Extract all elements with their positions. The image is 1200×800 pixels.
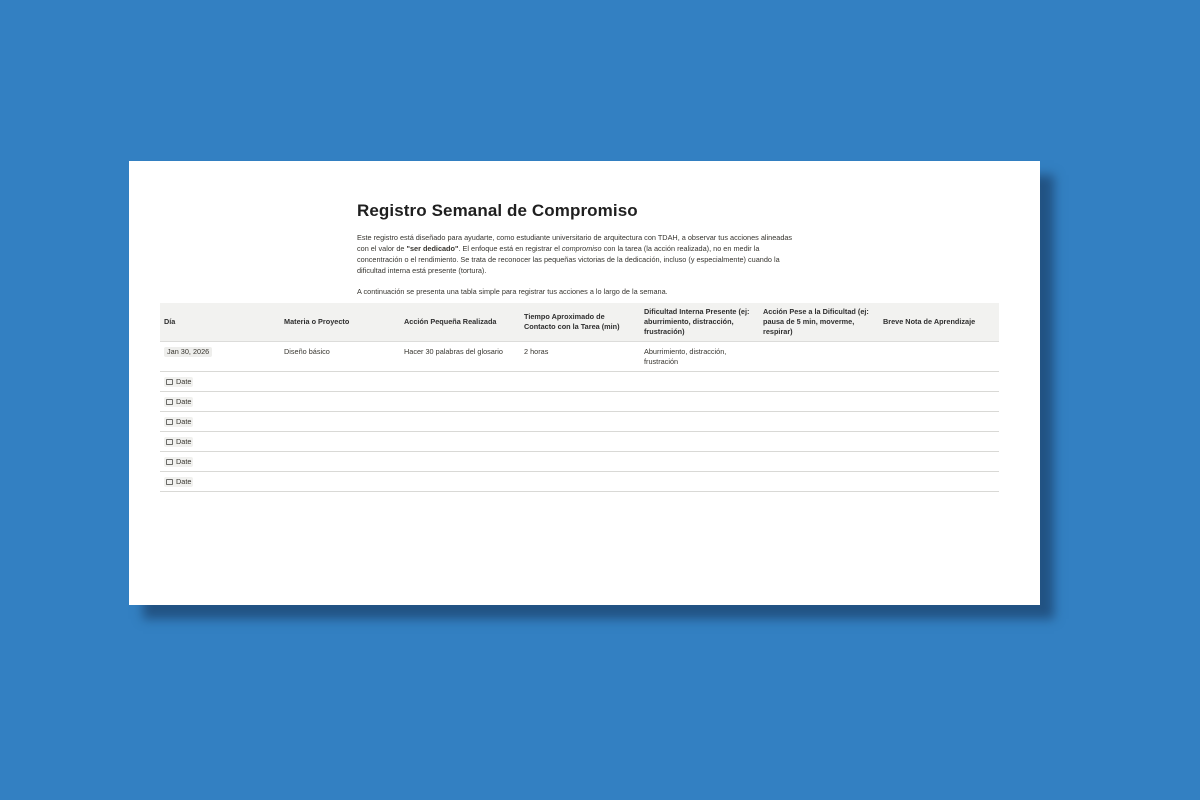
calendar-icon [166, 439, 173, 445]
date-placeholder-label: Date [176, 377, 192, 386]
cell-difficulty[interactable]: Aburrimiento, distracción, frustración [644, 347, 727, 366]
cell-difficulty[interactable] [640, 432, 759, 451]
cell-note[interactable] [879, 342, 999, 371]
cell-response[interactable] [759, 412, 879, 431]
intro-text-2: . El enfoque está en registrar el [458, 244, 562, 253]
cell-note[interactable] [879, 392, 999, 411]
intro-bold-value: "ser dedicado" [406, 244, 459, 253]
cell-note[interactable] [879, 372, 999, 391]
cell-response[interactable] [759, 342, 879, 371]
cell-time[interactable] [520, 432, 640, 451]
date-placeholder-label: Date [176, 477, 192, 486]
table-row [160, 342, 999, 372]
cell-action[interactable] [400, 472, 520, 491]
cell-date[interactable] [160, 432, 280, 451]
intro-text-3: con la tarea (la acción realizada), no en medir la concentración o el rendimiento. Se trata de reconocer las pequeñas victorias de la dedicación, incluso (y especialmente) cuando la dificultad interna está presente (tortura). [357, 244, 780, 275]
cell-action[interactable] [400, 432, 520, 451]
cell-time[interactable] [520, 472, 640, 491]
cell-response[interactable] [759, 392, 879, 411]
cell-date[interactable] [160, 342, 280, 371]
cell-date[interactable] [160, 372, 280, 391]
cell-subject[interactable] [280, 472, 400, 491]
intro-text-1: Este registro está diseñado para ayudarte, como estudiante universitario de arquitectura con TDAH, a observar tus acciones alineadas con el valor de [357, 233, 793, 253]
page-title: Registro Semanal de Compromiso [357, 201, 638, 220]
cell-action[interactable]: Hacer 30 palabras del glosario [404, 347, 503, 356]
intro-italic-word: compromiso [561, 244, 602, 253]
cell-note[interactable] [879, 412, 999, 431]
cell-subject[interactable] [280, 372, 400, 391]
date-placeholder-chip[interactable] [164, 377, 193, 387]
cell-response[interactable] [759, 372, 879, 391]
cell-action[interactable] [400, 392, 520, 411]
cell-response[interactable] [759, 452, 879, 471]
table-row [160, 432, 999, 452]
commitment-table [160, 303, 999, 492]
table-header-row [160, 303, 999, 342]
cell-time[interactable]: 2 horas [524, 347, 549, 356]
date-placeholder-chip[interactable] [164, 457, 193, 467]
calendar-icon [166, 459, 173, 465]
cell-date[interactable] [160, 392, 280, 411]
cell-time[interactable] [520, 392, 640, 411]
table-lead-in: A continuación se presenta una tabla simple para registrar tus acciones a lo largo de la semana. [357, 287, 668, 296]
date-placeholder-chip[interactable] [164, 437, 193, 447]
cell-action[interactable] [400, 452, 520, 471]
cell-date[interactable] [160, 412, 280, 431]
cell-subject[interactable] [280, 452, 400, 471]
cell-date[interactable] [160, 452, 280, 471]
calendar-icon [166, 399, 173, 405]
date-placeholder-label: Date [176, 397, 192, 406]
column-header-accion[interactable]: Acción Pequeña Realizada [404, 317, 497, 326]
calendar-icon [166, 419, 173, 425]
table-row [160, 452, 999, 472]
cell-note[interactable] [879, 472, 999, 491]
date-placeholder-label: Date [176, 457, 192, 466]
date-placeholder-chip[interactable] [164, 397, 193, 407]
date-placeholder-chip[interactable] [164, 477, 193, 487]
column-header-nota[interactable]: Breve Nota de Aprendizaje [883, 317, 976, 326]
table-row [160, 392, 999, 412]
column-header-dificultad[interactable]: Dificultad Interna Presente (ej: aburrimiento, distracción, frustración) [644, 307, 750, 336]
table-row [160, 372, 999, 392]
cell-subject[interactable]: Diseño básico [284, 347, 330, 356]
cell-response[interactable] [759, 472, 879, 491]
column-header-materia[interactable]: Materia o Proyecto [284, 317, 350, 326]
document-body [357, 201, 805, 297]
cell-time[interactable] [520, 372, 640, 391]
calendar-icon [166, 479, 173, 485]
date-placeholder-label: Date [176, 437, 192, 446]
cell-time[interactable] [520, 412, 640, 431]
date-placeholder-label: Date [176, 417, 192, 426]
column-header-accion-pese[interactable]: Acción Pese a la Dificultad (ej: pausa de 5 min, moverme, respirar) [763, 307, 869, 336]
cell-note[interactable] [879, 432, 999, 451]
cell-subject[interactable] [280, 392, 400, 411]
cell-response[interactable] [759, 432, 879, 451]
table-row [160, 412, 999, 432]
cell-difficulty[interactable] [640, 392, 759, 411]
cell-difficulty[interactable] [640, 412, 759, 431]
cell-subject[interactable] [280, 412, 400, 431]
cell-difficulty[interactable] [640, 372, 759, 391]
cell-difficulty[interactable] [640, 452, 759, 471]
cell-time[interactable] [520, 452, 640, 471]
cell-note[interactable] [879, 452, 999, 471]
column-header-dia[interactable]: Día [164, 317, 176, 326]
document-card [129, 161, 1040, 605]
cell-date[interactable] [160, 472, 280, 491]
calendar-icon [166, 379, 173, 385]
date-value[interactable]: Jan 30, 2026 [164, 347, 212, 357]
column-header-tiempo[interactable]: Tiempo Aproximado de Contacto con la Tarea (min) [524, 312, 620, 331]
intro-paragraph [357, 232, 805, 276]
cell-action[interactable] [400, 412, 520, 431]
cell-subject[interactable] [280, 432, 400, 451]
cell-action[interactable] [400, 372, 520, 391]
date-placeholder-chip[interactable] [164, 417, 193, 427]
cell-difficulty[interactable] [640, 472, 759, 491]
table-row [160, 472, 999, 492]
